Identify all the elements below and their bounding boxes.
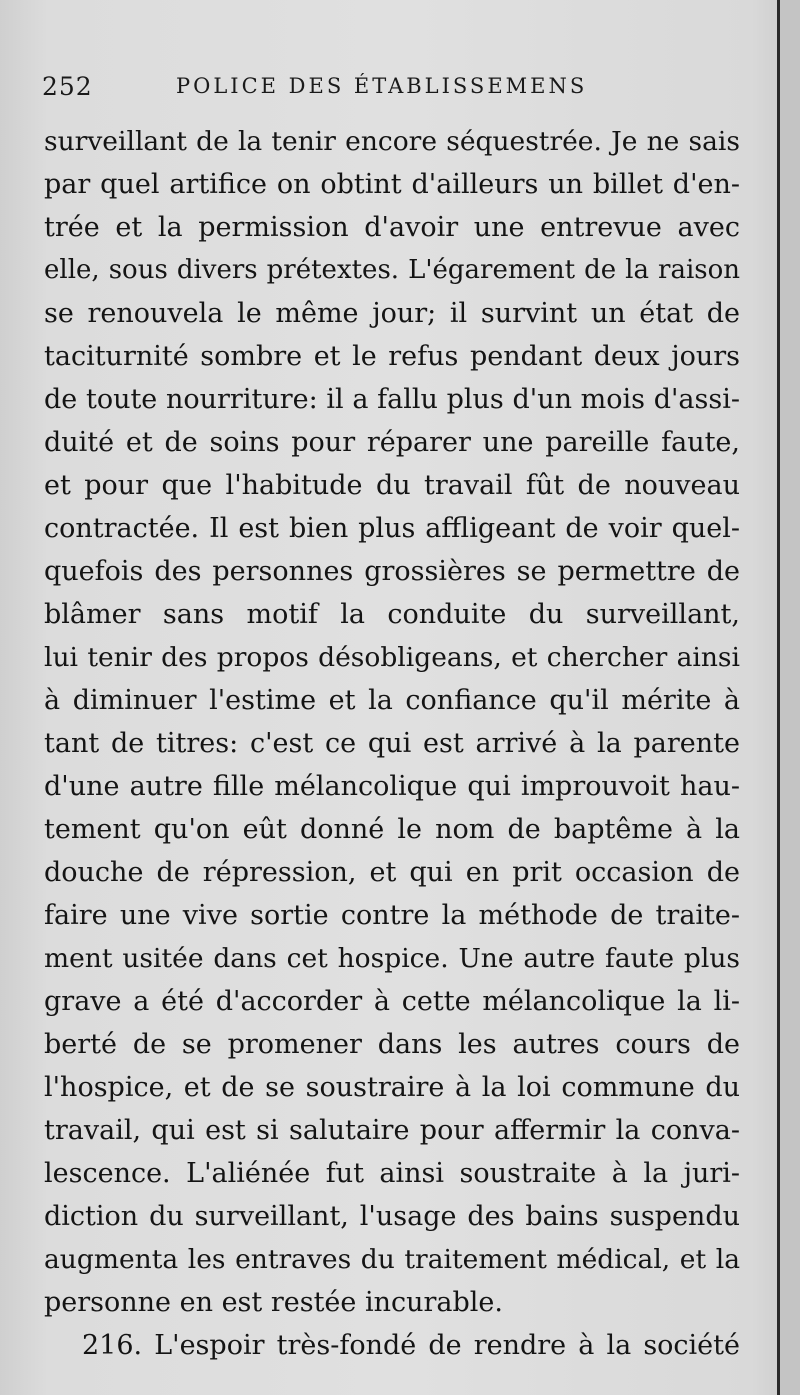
text-line: douche de répression, et qui en prit occasion de [44,857,740,888]
page-margin [780,0,800,1395]
text-line: travail, qui est si salutaire pour affermir la conva- [44,1115,740,1146]
text-line: contractée. Il est bien plus affligeant de voir quel- [44,513,740,544]
text-line: elle, sous divers prétextes. L'égarement de la raison [44,255,740,285]
page-number: 252 [42,72,93,101]
text-line: augmenta les entraves du traitement médical, et la [44,1244,740,1275]
text-line: faire une vive sortie contre la méthode de traite- [44,900,740,931]
text-line: par quel artifice on obtint d'ailleurs un billet d'en- [44,169,740,200]
body-text [44,120,740,1367]
text-line: duité et de soins pour réparer une pareille faute, [44,427,740,458]
text-line: blâmer sans motif la conduite du surveillant, [44,599,740,630]
text-line: quefois des personnes grossières se permettre de [44,556,740,587]
text-line: diction du surveillant, l'usage des bains suspendu [44,1201,740,1232]
text-line: et pour que l'habitude du travail fût de nouveau [44,470,740,501]
text-line: tement qu'on eût donné le nom de baptême à la [44,814,740,845]
text-line: berté de se promener dans les autres cours de [44,1029,740,1060]
text-line: lescence. L'aliénée fut ainsi soustraite à la juri- [44,1158,740,1189]
text-line: de toute nourriture: il a fallu plus d'un mois d'assi- [44,384,740,415]
text-line: surveillant de la tenir encore séquestrée. Je ne sais [44,126,740,157]
text-line: taciturnité sombre et le refus pendant deux jours [44,341,740,372]
text-line: lui tenir des propos désobligeans, et chercher ainsi [44,642,740,673]
running-title: POLICE DES ÉTABLISSEMENS [176,74,588,98]
text-line: à diminuer l'estime et la confiance qu'il mérite à [44,685,740,716]
text-line: ment usitée dans cet hospice. Une autre faute plus [44,943,740,974]
text-line: grave a été d'accorder à cette mélancolique la li- [44,986,740,1017]
text-line: se renouvela le même jour; il survint un état de [44,298,740,329]
text-line: d'une autre fille mélancolique qui improuvoit hau- [44,771,740,802]
text-line: personne en est restée incurable. [44,1287,503,1318]
paragraph-start-line: 216. L'espoir très-fondé de rendre à la société [82,1330,740,1361]
text-line: tant de titres: c'est ce qui est arrivé à la parente [44,728,740,759]
text-line: trée et la permission d'avoir une entrevue avec [44,212,740,243]
text-line: l'hospice, et de se soustraire à la loi commune du [44,1072,740,1103]
page-header [42,70,742,110]
